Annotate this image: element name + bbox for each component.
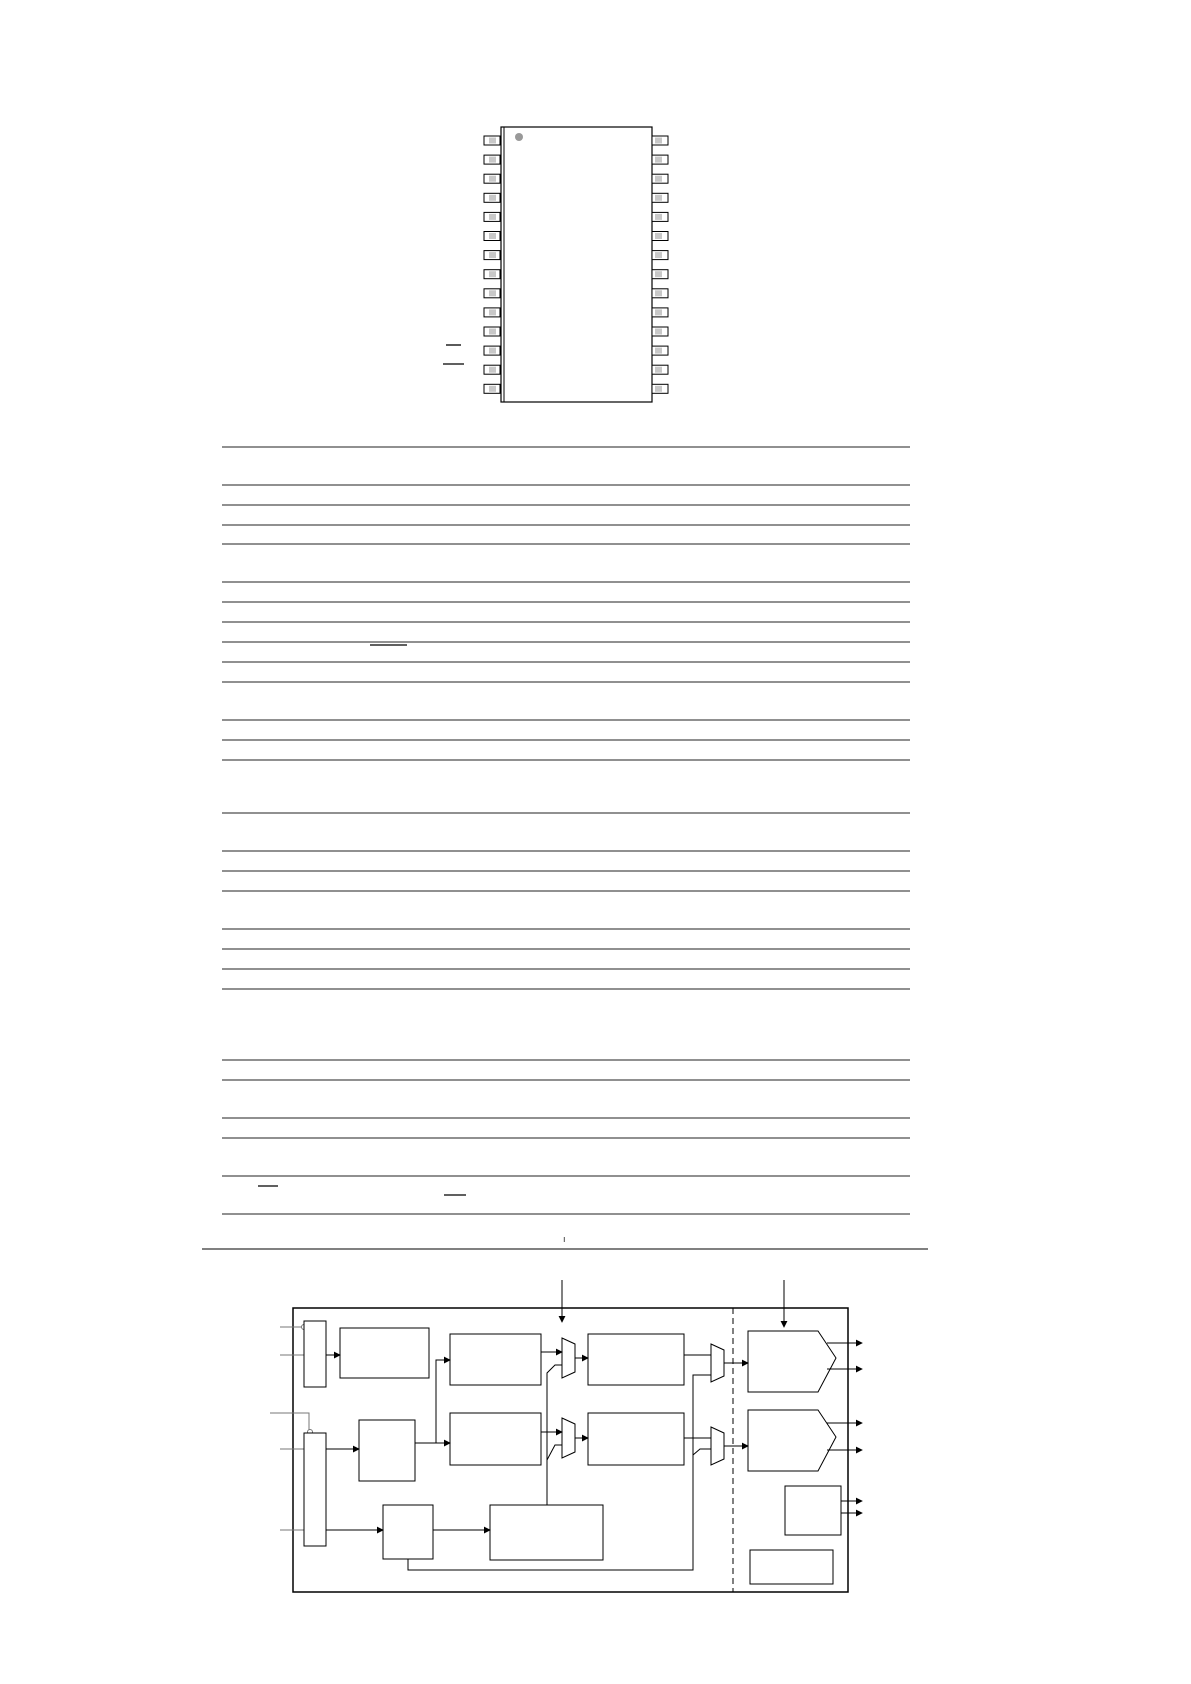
block-a1 <box>340 1328 429 1378</box>
mux-1b <box>562 1418 575 1458</box>
block-c1 <box>383 1505 433 1559</box>
block-a2 <box>450 1334 541 1385</box>
separator-tick-mark: ı <box>563 1234 566 1244</box>
block-b3 <box>588 1413 684 1465</box>
output-aux-block <box>785 1486 841 1535</box>
mux-2a <box>711 1344 724 1382</box>
block-b2 <box>450 1413 541 1465</box>
block-b1 <box>359 1420 415 1481</box>
output-driver-a <box>748 1331 836 1392</box>
block-c2 <box>490 1505 603 1560</box>
input-buffer-bottom <box>304 1433 326 1546</box>
input-legs <box>270 1327 309 1530</box>
mux-1a <box>562 1338 575 1378</box>
status-block <box>750 1550 833 1584</box>
input-buffer-top <box>304 1321 326 1387</box>
block-a3 <box>588 1334 684 1385</box>
output-driver-b <box>748 1410 836 1471</box>
mux-2b <box>711 1427 724 1465</box>
